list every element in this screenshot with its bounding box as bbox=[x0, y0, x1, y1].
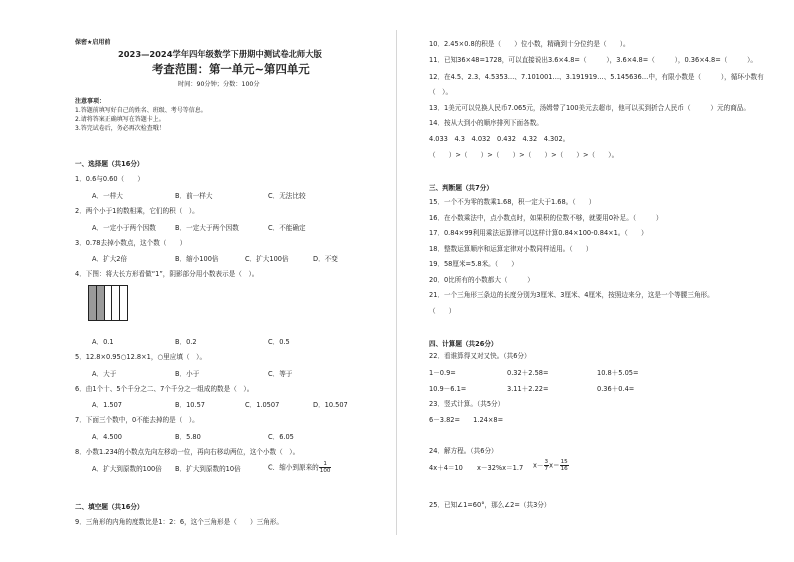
option-c-text: C．缩小到原来的 bbox=[268, 463, 319, 472]
question-13: 13．1美元可以兑换人民币7.065元，汤姆带了100美元去超市，他可以买到折合人民币（ ）元的商品。 bbox=[429, 104, 750, 112]
fraction bbox=[560, 459, 569, 472]
question-12-cont: （ ）。 bbox=[429, 88, 453, 96]
question-10: 10．2.45×0.8的积是（ ）位小数，精确到十分位约是（ ）。 bbox=[429, 40, 630, 48]
question-21-blank: （ ） bbox=[429, 307, 456, 315]
calc-item: 0.36＋0.4= bbox=[597, 385, 635, 393]
question-15: 15．一个不为零的数乘1.68，积一定大于1.68。（ ） bbox=[429, 198, 596, 206]
question-22: 22．看谁算得又对又快。（共6分） bbox=[429, 352, 531, 360]
option-d[interactable]: D．10.507 bbox=[313, 401, 348, 409]
option-b[interactable]: B．扩大到原数的10倍 bbox=[175, 465, 241, 473]
notes-heading: 注意事项： bbox=[75, 98, 106, 105]
section-judge-heading: 三、判断题（共7分） bbox=[429, 184, 493, 192]
equation-3-part: x＝ bbox=[549, 461, 560, 470]
option-a[interactable]: A．一样大 bbox=[92, 192, 123, 200]
option-b[interactable]: B．5.80 bbox=[175, 433, 201, 441]
blank-cell bbox=[105, 286, 113, 320]
question-23: 23．竖式计算。（共5分） bbox=[429, 400, 505, 408]
question-24: 24．解方程。（共6分） bbox=[429, 447, 498, 455]
question-12: 12．在4.5、2.3、4.5353…、7.101001…、3.191919…、5.145636…中，有限小数是（ ），循环小数有 bbox=[429, 73, 764, 81]
note-item: 3.答完试卷后，务必再次检查哦！ bbox=[75, 125, 165, 132]
question-14-blanks: （ ）>（ ）>（ ）>（ ）>（ ）>（ ）。 bbox=[429, 151, 619, 159]
right-column bbox=[397, 0, 794, 562]
question-21: 21．一个三角形三条边的长度分别为3厘米、3厘米、4厘米，按照边来分，这是一个等腰三角形。 bbox=[429, 291, 714, 299]
option-b[interactable]: B．一定大于两个因数 bbox=[175, 224, 239, 232]
option-c[interactable]: C．1.0507 bbox=[245, 401, 280, 409]
option-c[interactable]: C．扩大100倍 bbox=[245, 255, 289, 263]
equation-3-part: x－ bbox=[533, 461, 544, 470]
note-item: 2.请将答案正确填写在答题卡上。 bbox=[75, 116, 165, 123]
question-18: 18．整数运算顺序和运算定律对小数同样适用。（ ） bbox=[429, 245, 593, 253]
question-16: 16．在小数乘法中，点小数点时，如果积的位数不够，就要用0补足。（ ） bbox=[429, 214, 663, 222]
fraction-denominator: 7 bbox=[544, 466, 549, 472]
question-8: 8．小数1.234的小数点先向左移动一位，再向右移动两位，这个小数（ ）。 bbox=[75, 448, 300, 456]
option-a[interactable]: A．扩大到原数的100倍 bbox=[92, 465, 162, 473]
option-c[interactable]: C．0.5 bbox=[268, 338, 290, 346]
time-score: 时间：90分钟；分数：100分 bbox=[178, 81, 260, 88]
fraction-numerator: 3 bbox=[544, 459, 549, 465]
blank-cell bbox=[112, 286, 120, 320]
option-c[interactable]: C．不能确定 bbox=[268, 224, 306, 232]
fraction bbox=[319, 461, 332, 474]
option-c[interactable]: C．6.05 bbox=[268, 433, 294, 441]
calc-item: 0.32＋2.58= bbox=[507, 369, 549, 377]
question-4: 4．下图：将大长方形看做“1”，阴影部分用小数表示是（ ）。 bbox=[75, 270, 259, 278]
fraction-denominator: 16 bbox=[560, 466, 568, 472]
option-c[interactable] bbox=[268, 461, 331, 474]
question-2: 2．两个小于1的数相乘，它们的积（ ）。 bbox=[75, 207, 199, 215]
option-d[interactable]: D．不变 bbox=[313, 255, 338, 263]
question-7: 7．下面三个数中，0不能去掉的是（ ）。 bbox=[75, 416, 199, 424]
question-23-items: 6－3.82= 1.24×8= bbox=[429, 416, 504, 424]
option-a[interactable]: A．1.507 bbox=[92, 401, 122, 409]
option-b[interactable]: B．前一样大 bbox=[175, 192, 213, 200]
option-b[interactable]: B．小于 bbox=[175, 370, 200, 378]
question-5: 5．12.8×0.95○12.8×1，○里应填（ ）。 bbox=[75, 353, 207, 361]
calc-item: 10.8＋5.05= bbox=[597, 369, 639, 377]
option-a[interactable]: A．0.1 bbox=[92, 338, 114, 346]
question-6: 6．由1个十、5个千分之二、7个千分之一组成的数是（ ）。 bbox=[75, 385, 254, 393]
shaded-cell bbox=[89, 286, 97, 320]
option-c[interactable]: C．等于 bbox=[268, 370, 293, 378]
blank-cell bbox=[120, 286, 127, 320]
option-c[interactable]: C．无法比较 bbox=[268, 192, 306, 200]
fraction-numerator: 15 bbox=[560, 459, 568, 465]
equation-3 bbox=[533, 459, 569, 472]
secret-label: 保密★启用前 bbox=[75, 39, 111, 46]
shaded-cell bbox=[97, 286, 105, 320]
section-calc-heading: 四、计算题（共26分） bbox=[429, 340, 498, 348]
rectangle-figure bbox=[88, 285, 128, 321]
option-b[interactable]: B．缩小100倍 bbox=[175, 255, 219, 263]
option-b[interactable]: B．0.2 bbox=[175, 338, 197, 346]
question-1: 1．0.6与0.60（ ） bbox=[75, 175, 144, 183]
fraction-numerator: 1 bbox=[319, 461, 332, 468]
question-14: 14．按从大到小的顺序排列下面各数。 bbox=[429, 119, 543, 127]
fraction-denominator: 100 bbox=[319, 468, 331, 474]
calc-item: 10.9－6.1= bbox=[429, 385, 467, 393]
option-a[interactable]: A．大于 bbox=[92, 370, 117, 378]
calc-item: 1－0.9= bbox=[429, 369, 456, 377]
question-20: 20．0比所有的小数都大（ ） bbox=[429, 276, 534, 284]
question-17: 17．0.84×99利用乘法运算律可以这样计算0.84×100-0.84×1。（ ） bbox=[429, 229, 648, 237]
question-25: 25．已知∠1=60°，那么∠2=（共3分） bbox=[429, 501, 551, 509]
question-19: 19．58厘米=5.8米。（ ） bbox=[429, 260, 518, 268]
exam-title: 2023—2024学年四年级数学下册期中测试卷北师大版 bbox=[118, 49, 322, 59]
question-11: 11．已知36×48=1728，可以直接说出3.6×4.8=（ ），3.6×4.8=（ ），0.36×4.8=（ ）。 bbox=[429, 56, 757, 64]
question-9: 9．三角形的内角的度数比是1：2：6，这个三角形是（ ）三角形。 bbox=[75, 518, 283, 526]
option-a[interactable]: A．4.500 bbox=[92, 433, 122, 441]
section-fill-heading: 二、填空题（共16分） bbox=[75, 503, 144, 511]
question-14-numbers: 4.033 4.3 4.032 0.432 4.32 4.302。 bbox=[429, 135, 570, 143]
section-choice-heading: 一、选择题（共16分） bbox=[75, 160, 144, 168]
option-b[interactable]: B．10.57 bbox=[175, 401, 205, 409]
exam-scope: 考查范围：第一单元~第四单元 bbox=[152, 62, 310, 76]
equation-1: 4x＋4＝10 bbox=[429, 464, 463, 472]
equation-2: x－32%x＝1.7 bbox=[477, 464, 524, 472]
note-item: 1.答题前填写好自己的姓名、班级、考号等信息。 bbox=[75, 107, 207, 114]
option-a[interactable]: A．一定小于两个因数 bbox=[92, 224, 156, 232]
question-3: 3．0.78去掉小数点，这个数（ ） bbox=[75, 239, 187, 247]
calc-item: 3.11＋2.22= bbox=[507, 385, 549, 393]
option-a[interactable]: A．扩大2倍 bbox=[92, 255, 128, 263]
